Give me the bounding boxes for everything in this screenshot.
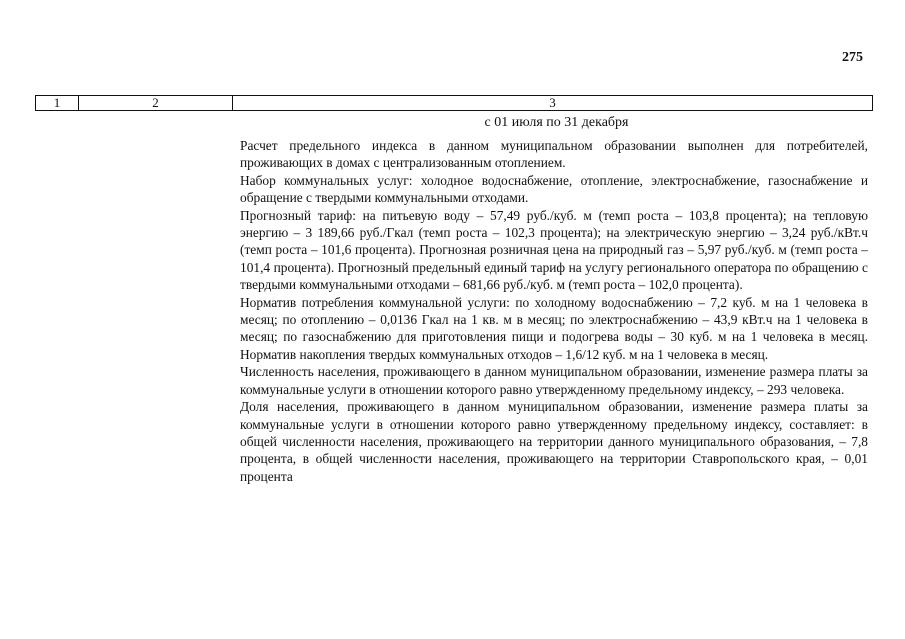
- column-number-1: 1: [36, 96, 79, 111]
- paragraph-population-share: Доля населения, проживающего в данном муниципальном образовании, изменение размера платы за коммунальные услуги в отношении которого равно утвержденному предельному индексу, составляет: в общей численности населения, проживающего на территории данного муниципального образования, – 7,8 процента, в общей численности населения, проживающего на территории Ставропольского края, – 0,01 процента: [240, 399, 868, 484]
- column-number-2: 2: [79, 96, 233, 111]
- column-number-3: 3: [233, 96, 873, 111]
- paragraph-consumption-norm: Норматив потребления коммунальной услуги: по холодному водоснабжению – 7,2 куб. м на 1 человека в месяц; по отоплению – 0,0136 Гкал на 1 кв. м в месяц; по электроснабжению – 43,9 кВт.ч на 1 человека в месяц; по газоснабжению для приготовления пищи и подогрева воды – 30 куб. м на 1 человека в месяц. Норматив накопления твердых коммунальных отходов – 1,6/12 куб. м на 1 человека в месяц.: [240, 294, 868, 362]
- page-number: 275: [842, 50, 863, 65]
- paragraph-forecast-tariff: Прогнозный тариф: на питьевую воду – 57,49 руб./куб. м (темп роста – 103,8 процента); на тепловую энергию – 3 189,66 руб./Гкал (темп роста – 102,3 процента); на электрическую энергию – 3,24 руб./кВт.ч (темп роста – 101,6 процента). Прогнозная розничная цена на природный газ – 5,97 руб./куб. м (темп роста – 101,4 процента). Прогнозный предельный единый тариф на услугу регионального оператора по обращению с твердыми коммунальными отходами – 681,66 руб./куб. м (темп роста – 102,0 процента).: [240, 207, 868, 293]
- period-heading: с 01 июля по 31 декабря: [484, 115, 629, 130]
- paragraph-index-calculation: Расчет предельного индекса в данном муниципальном образовании выполнен для потребителей, проживающих в домах с централизованным отоплением.: [240, 138, 868, 171]
- column-number-header-table: [35, 95, 873, 111]
- paragraph-utility-set: Набор коммунальных услуг: холодное водоснабжение, отопление, электроснабжение, газоснабжение и обращение с твердыми коммунальными отходами.: [240, 172, 868, 206]
- column-number-row: [36, 96, 873, 111]
- paragraph-population-count: Численность населения, проживающего в данном муниципальном образовании, изменение размера платы за коммунальные услуги в отношении которого равно утвержденному предельному индексу, – 293 человека.: [240, 364, 868, 397]
- document-body: [240, 137, 868, 485]
